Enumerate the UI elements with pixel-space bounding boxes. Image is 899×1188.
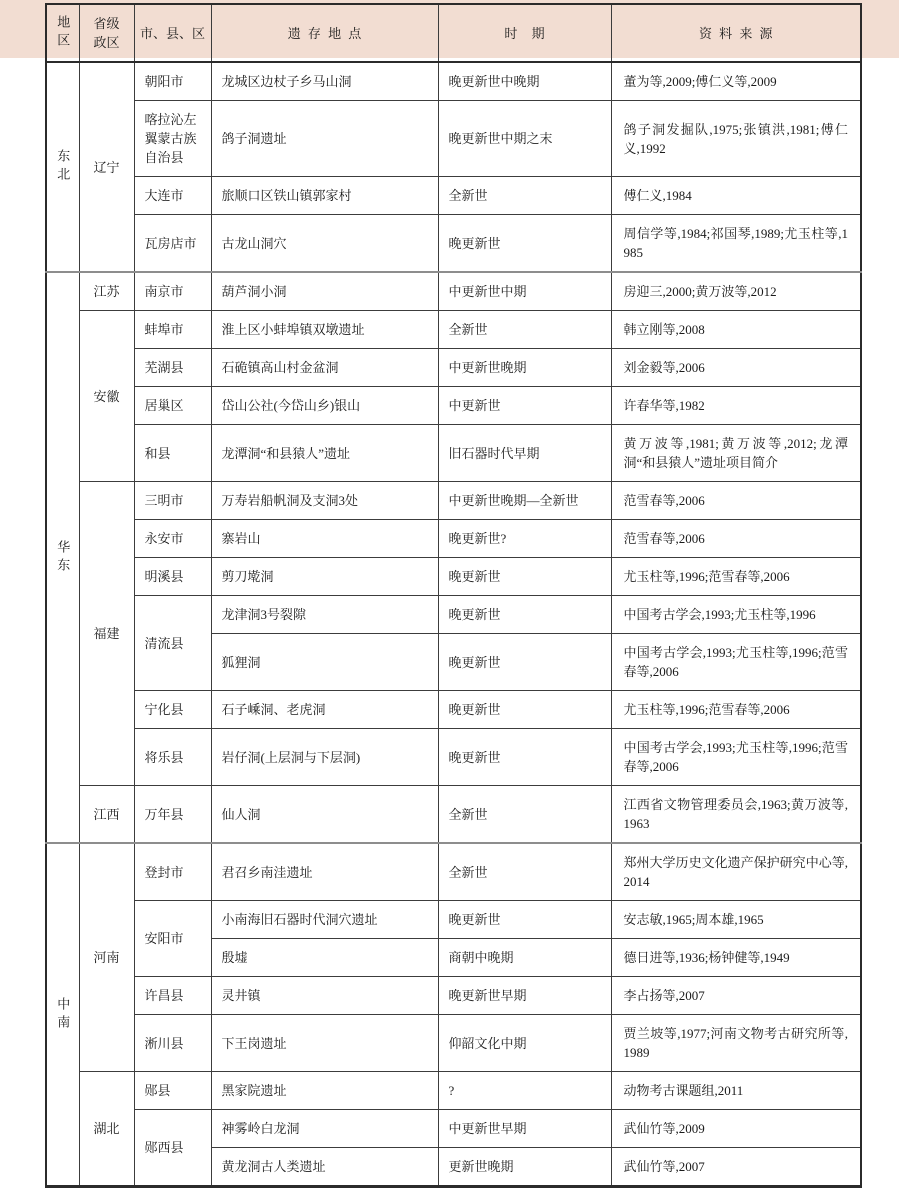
site-cell: 狐狸洞	[211, 634, 438, 691]
header-county: 市、县、区	[134, 4, 211, 62]
period-cell: 旧石器时代早期	[438, 425, 611, 482]
header-province: 省级政区	[79, 4, 134, 62]
county-cell: 淅川县	[134, 1015, 211, 1072]
source-cell: 范雪春等,2006	[611, 482, 861, 520]
source-cell: 傅仁义,1984	[611, 177, 861, 215]
source-cell: 董为等,2009;傅仁义等,2009	[611, 62, 861, 101]
county-cell: 郧县	[134, 1072, 211, 1110]
source-cell: 李占扬等,2007	[611, 977, 861, 1015]
site-cell: 龙城区边杖子乡马山洞	[211, 62, 438, 101]
source-cell: 房迎三,2000;黄万波等,2012	[611, 272, 861, 311]
table-row	[46, 843, 861, 901]
period-cell: 中更新世	[438, 387, 611, 425]
county-cell: 和县	[134, 425, 211, 482]
period-cell: 晚更新世中晚期	[438, 62, 611, 101]
source-cell: 江西省文物管理委员会,1963;黄万波等,1963	[611, 786, 861, 844]
site-cell: 岩仔洞(上层洞与下层洞)	[211, 729, 438, 786]
site-cell: 黄龙洞古人类遗址	[211, 1148, 438, 1187]
region-cell: 东北	[46, 62, 79, 272]
province-cell: 江苏	[79, 272, 134, 311]
source-cell: 韩立刚等,2008	[611, 311, 861, 349]
source-cell: 武仙竹等,2009	[611, 1110, 861, 1148]
site-cell: 下王岗遗址	[211, 1015, 438, 1072]
county-cell: 安阳市	[134, 901, 211, 977]
county-cell: 蚌埠市	[134, 311, 211, 349]
period-cell: 晚更新世	[438, 901, 611, 939]
province-cell: 湖北	[79, 1072, 134, 1187]
source-cell: 贾兰坡等,1977;河南文物考古研究所等,1989	[611, 1015, 861, 1072]
site-cell: 古龙山洞穴	[211, 215, 438, 273]
period-cell: 晚更新世	[438, 729, 611, 786]
table-row	[46, 272, 861, 311]
site-cell: 岱山公社(今岱山乡)银山	[211, 387, 438, 425]
source-cell: 刘金毅等,2006	[611, 349, 861, 387]
site-cell: 神雾岭白龙洞	[211, 1110, 438, 1148]
period-cell: 晚更新世	[438, 558, 611, 596]
table-row	[46, 558, 861, 596]
region-cell: 中南	[46, 843, 79, 1187]
site-cell: 寨岩山	[211, 520, 438, 558]
site-cell: 灵井镇	[211, 977, 438, 1015]
table-row	[46, 387, 861, 425]
table-row	[46, 901, 861, 939]
region-cell: 华东	[46, 272, 79, 843]
period-cell: 晚更新世	[438, 596, 611, 634]
period-cell: 中更新世中期	[438, 272, 611, 311]
site-cell: 小南海旧石器时代洞穴遗址	[211, 901, 438, 939]
table-row	[46, 425, 861, 482]
source-cell: 范雪春等,2006	[611, 520, 861, 558]
period-cell: 更新世晚期	[438, 1148, 611, 1187]
county-cell: 大连市	[134, 177, 211, 215]
county-cell: 朝阳市	[134, 62, 211, 101]
county-cell: 明溪县	[134, 558, 211, 596]
table-row	[46, 520, 861, 558]
county-cell: 瓦房店市	[134, 215, 211, 273]
site-cell: 石硊镇高山村金盆洞	[211, 349, 438, 387]
site-cell: 淮上区小蚌埠镇双墩遗址	[211, 311, 438, 349]
source-cell: 武仙竹等,2007	[611, 1148, 861, 1187]
source-cell: 中国考古学会,1993;尤玉柱等,1996;范雪春等,2006	[611, 729, 861, 786]
source-cell: 德日进等,1936;杨钟健等,1949	[611, 939, 861, 977]
period-cell: 全新世	[438, 177, 611, 215]
county-cell: 喀拉沁左翼蒙古族自治县	[134, 101, 211, 177]
site-cell: 鸽子洞遗址	[211, 101, 438, 177]
period-cell: 全新世	[438, 786, 611, 844]
table-row	[46, 1072, 861, 1110]
site-cell: 君召乡南洼遗址	[211, 843, 438, 901]
period-cell: 全新世	[438, 843, 611, 901]
table-row	[46, 691, 861, 729]
period-cell: 商朝中晚期	[438, 939, 611, 977]
county-cell: 将乐县	[134, 729, 211, 786]
province-cell: 江西	[79, 786, 134, 844]
table-row	[46, 349, 861, 387]
period-cell: 仰韶文化中期	[438, 1015, 611, 1072]
county-cell: 宁化县	[134, 691, 211, 729]
source-cell: 许春华等,1982	[611, 387, 861, 425]
table-row	[46, 1015, 861, 1072]
county-cell: 芜湖县	[134, 349, 211, 387]
site-cell: 龙潭洞“和县猿人”遗址	[211, 425, 438, 482]
site-cell: 仙人洞	[211, 786, 438, 844]
header-row	[46, 4, 861, 62]
period-cell: 全新世	[438, 311, 611, 349]
header-region: 地区	[46, 4, 79, 62]
county-cell: 永安市	[134, 520, 211, 558]
site-cell: 旅顺口区铁山镇郭家村	[211, 177, 438, 215]
site-cell: 黑家院遗址	[211, 1072, 438, 1110]
header-site: 遗存地点	[211, 4, 438, 62]
table-row	[46, 1110, 861, 1148]
table-row	[46, 62, 861, 101]
source-cell: 动物考古课题组,2011	[611, 1072, 861, 1110]
period-cell: 晚更新世中期之末	[438, 101, 611, 177]
source-cell: 黄万波等,1981;黄万波等,2012;龙潭洞“和县猿人”遗址项目简介	[611, 425, 861, 482]
header-period: 时期	[438, 4, 611, 62]
table-row	[46, 482, 861, 520]
county-cell: 居巢区	[134, 387, 211, 425]
site-cell: 石子嵊洞、老虎洞	[211, 691, 438, 729]
county-cell: 登封市	[134, 843, 211, 901]
county-cell: 许昌县	[134, 977, 211, 1015]
county-cell: 三明市	[134, 482, 211, 520]
period-cell: 晚更新世	[438, 215, 611, 273]
source-cell: 周信学等,1984;祁国琴,1989;尤玉柱等,1985	[611, 215, 861, 273]
site-cell: 葫芦洞小洞	[211, 272, 438, 311]
county-cell: 南京市	[134, 272, 211, 311]
site-cell: 剪刀墘洞	[211, 558, 438, 596]
period-cell: 中更新世早期	[438, 1110, 611, 1148]
table-row	[46, 596, 861, 634]
source-cell: 郑州大学历史文化遗产保护研究中心等,2014	[611, 843, 861, 901]
county-cell: 郧西县	[134, 1110, 211, 1187]
source-cell: 尤玉柱等,1996;范雪春等,2006	[611, 558, 861, 596]
period-cell: 晚更新世早期	[438, 977, 611, 1015]
source-cell: 尤玉柱等,1996;范雪春等,2006	[611, 691, 861, 729]
table-row	[46, 729, 861, 786]
header-source: 资料来源	[611, 4, 861, 62]
period-cell: 晚更新世	[438, 691, 611, 729]
site-cell: 万寿岩船帆洞及支洞3处	[211, 482, 438, 520]
table-row	[46, 786, 861, 844]
sites-table	[45, 3, 862, 1188]
period-cell: 中更新世晚期—全新世	[438, 482, 611, 520]
period-cell: 晚更新世	[438, 634, 611, 691]
source-cell: 安志敏,1965;周本雄,1965	[611, 901, 861, 939]
province-cell: 辽宁	[79, 62, 134, 272]
county-cell: 万年县	[134, 786, 211, 844]
source-cell: 中国考古学会,1993;尤玉柱等,1996	[611, 596, 861, 634]
table-row	[46, 101, 861, 177]
province-cell: 河南	[79, 843, 134, 1072]
table-row	[46, 215, 861, 273]
table-row	[46, 977, 861, 1015]
province-cell: 安徽	[79, 311, 134, 482]
period-cell: ?	[438, 1072, 611, 1110]
period-cell: 中更新世晚期	[438, 349, 611, 387]
site-cell: 殷墟	[211, 939, 438, 977]
source-cell: 中国考古学会,1993;尤玉柱等,1996;范雪春等,2006	[611, 634, 861, 691]
county-cell: 清流县	[134, 596, 211, 691]
site-cell: 龙津洞3号裂隙	[211, 596, 438, 634]
table-row	[46, 311, 861, 349]
province-cell: 福建	[79, 482, 134, 786]
table-row	[46, 177, 861, 215]
period-cell: 晚更新世?	[438, 520, 611, 558]
source-cell: 鸽子洞发掘队,1975;张镇洪,1981;傅仁义,1992	[611, 101, 861, 177]
